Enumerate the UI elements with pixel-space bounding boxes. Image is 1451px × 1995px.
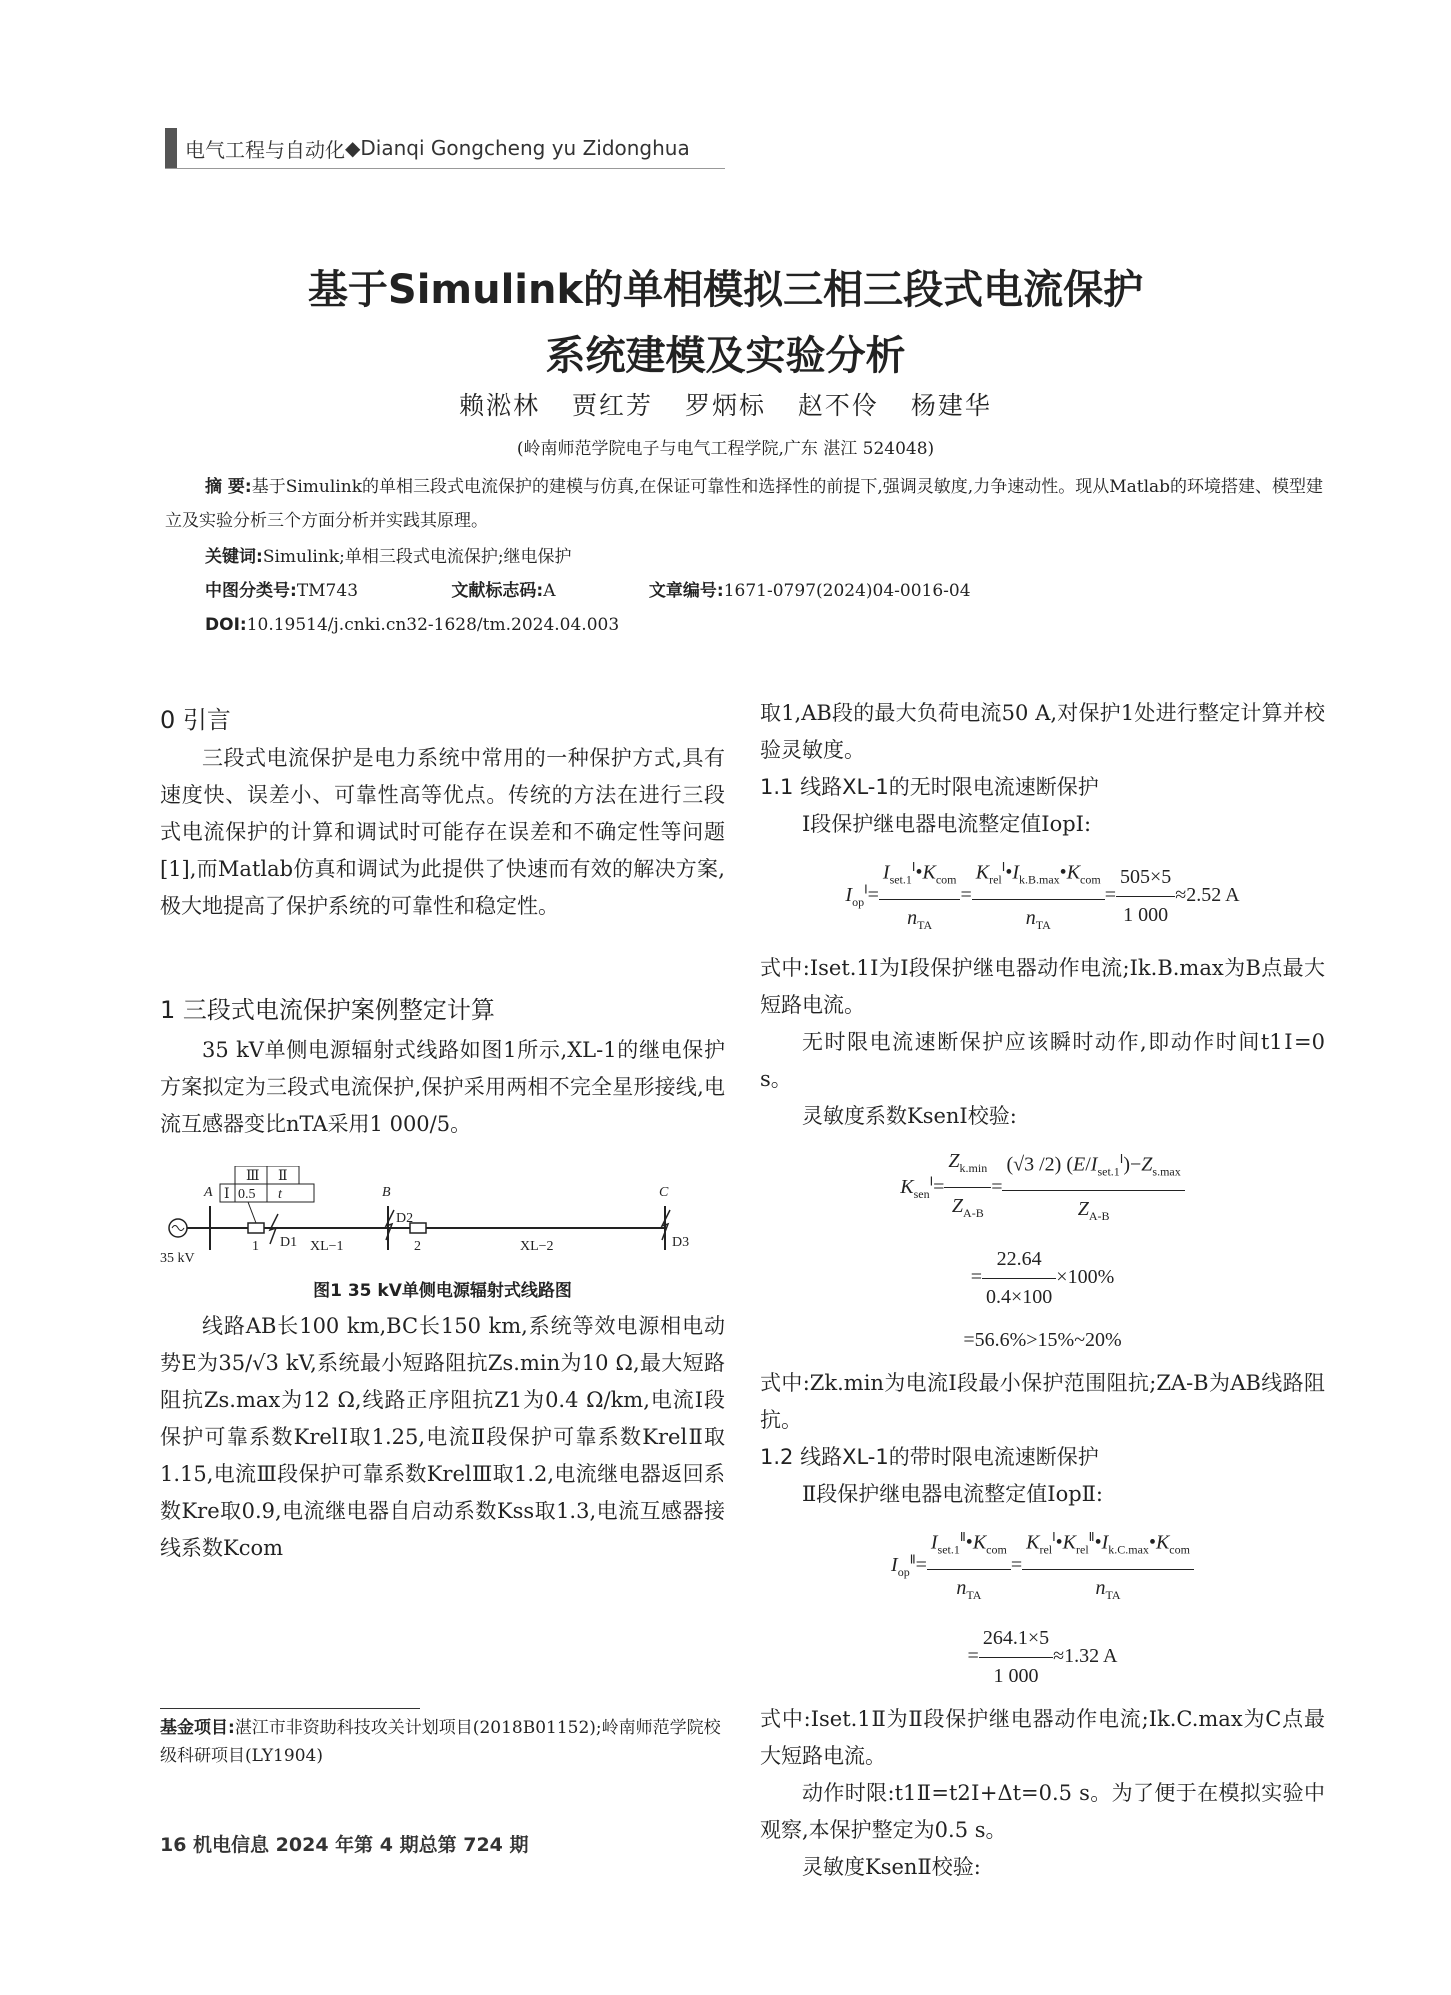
paragraph: 动作时限:t1Ⅱ=t2Ⅰ+Δt=0.5 s。为了便于在模拟实验中观察,本保护整定为0.5 s。: [760, 1780, 1325, 1842]
formula-2-denominator: 0.4×100: [986, 1286, 1053, 1309]
figure-caption: 图1 35 kV单侧电源辐射式线路图: [313, 1281, 572, 1301]
keywords: [205, 540, 1375, 574]
paragraph: 式中:Zk.min为电流Ⅰ段最小保护范围阻抗;ZA-B为AB线路阻抗。: [760, 1371, 1325, 1433]
affiliation: (岭南师范学院电子与电气工程学院,广东 湛江 524048): [516, 439, 935, 459]
label-time-05: 0.5: [238, 1187, 256, 1202]
footnote: [160, 1714, 730, 1770]
header-rule: [165, 168, 725, 169]
paragraph: 无时限电流速断保护应该瞬时动作,即动作时间t1Ⅰ=0 s。: [760, 1029, 1325, 1091]
section-1-1-heading: 1.1 线路XL-1的无时限电流速断保护: [760, 775, 1099, 799]
clc-value: TM743: [296, 581, 359, 601]
doc-code-label: 文献标志码:: [451, 581, 544, 601]
formula-1-denominator: 1 000: [1123, 903, 1169, 926]
label-relay-1: Ⅰ: [224, 1187, 230, 1202]
classification: [205, 574, 1375, 608]
formula-2-step: = $\frac{22.64}{0.4\times 100}$ ×100%: [760, 1241, 1325, 1316]
doc-code-value: A: [543, 581, 556, 601]
journal-name-pinyin: Dianqi Gongcheng yu Zidonghua: [360, 136, 690, 160]
paper-title-line1: 基于Simulink的单相模拟三相三段式电流保护: [307, 267, 1144, 313]
label-bus-c: C: [659, 1185, 669, 1200]
section-1-2-heading: 1.2 线路XL-1的带时限电流速断保护: [760, 1445, 1099, 1470]
label-bus-b: B: [382, 1185, 391, 1200]
authors: 赖淞林 贾红芳 罗炳标 赵不伶 杨建华: [459, 391, 992, 420]
journal-name-cn: 电气工程与自动化: [185, 137, 345, 162]
paragraph: 灵敏度KsenⅡ校验:: [802, 1854, 981, 1879]
formula-3-numerator: 264.1×5: [979, 1620, 1053, 1658]
running-head: [165, 128, 690, 168]
section-1-heading: 1 三段式电流保护案例整定计算: [160, 996, 495, 1024]
section-1-body: [160, 1032, 725, 1143]
paragraph: Ⅰ段保护继电器电流整定值IopⅠ:: [802, 812, 1092, 836]
paragraph: 35 kV单侧电源辐射式线路如图1所示,XL-1的继电保护方案拟定为三段式电流保护,保护采用两相不完全星形接线,电流互感器变比nTA采用1 000/5。: [160, 1038, 725, 1136]
formula-2: $K_{sen}^Ⅰ=$ $\frac{Z_{k.min}}{Z_{A-B}}$ = $\frac{(√3 /2) (E/I_{set.1}^Ⅰ)-Z_{s.max}}{Z_{A-B}}$: [760, 1141, 1325, 1236]
label-source-voltage: 35 kV: [160, 1251, 195, 1266]
paragraph: 灵敏度系数KsenⅠ校验:: [802, 1103, 1017, 1128]
abstract-text: 基于Simulink的单相三段式电流保护的建模与仿真,在保证可靠性和选择性的前提下,强调灵敏度,力争速动性。现从Matlab的环境搭建、模型建立及实验分析三个方面分析并实践其原理。: [165, 477, 1324, 531]
footnote-label: 基金项目:: [160, 1718, 235, 1738]
ac-wave-icon: [172, 1226, 184, 1231]
label-relay-3: Ⅲ: [246, 1169, 260, 1184]
formula-1: $I_{op}^Ⅰ=$ $\frac{I_{set.1}^Ⅰ•K_{com}}{n_{TA}}$ = $\frac{K_{rel}^Ⅰ•I_{k.B.max}•K_{com}}{n_{TA}}$ = $\frac{505\times 5}{1 000}$ ≈2.52 A: [760, 849, 1325, 944]
formula-1-result: ≈2.52 A: [1175, 883, 1240, 906]
doi-value: 10.19514/j.cnki.cn32-1628/tm.2024.04.003: [246, 615, 620, 635]
right-column: [760, 695, 1325, 1886]
label-relay-2: Ⅱ: [278, 1169, 288, 1184]
paper-title-line2: 系统建模及实验分析: [545, 333, 906, 379]
label-fault-d2: D2: [396, 1211, 414, 1226]
label-time-t: t: [278, 1187, 282, 1202]
header-separator: ◆: [345, 136, 361, 160]
page-footer: 16 机电信息 2024 年第 4 期总第 724 期: [160, 1834, 529, 1856]
relay-connector: [248, 1202, 256, 1223]
label-fault-d1: D1: [280, 1235, 298, 1250]
abstract: [165, 470, 1335, 538]
article-no-value: 1671-0797(2024)04-0016-04: [723, 581, 971, 601]
doi-label: DOI:: [205, 615, 247, 635]
doi: [205, 608, 1375, 642]
formula-1-numerator: 505×5: [1116, 859, 1175, 897]
label-breaker-1: 1: [252, 1239, 259, 1254]
paragraph: 三段式电流保护是电力系统中常用的一种保护方式,具有速度快、误差小、可靠性高等优点。传统的方法在进行三段式电流保护的计算和调试时可能存在误差和不确定性等问题[1],而Matlab仿真和调试为此提供了快速而有效的解决方案,极大地提高了保护系统的可靠性和稳定性。: [160, 746, 725, 918]
label-bus-a: A: [204, 1185, 213, 1200]
label-fault-d3: D3: [672, 1235, 690, 1250]
label-line-xl2: XL−2: [520, 1239, 554, 1254]
clc-label: 中图分类号:: [205, 581, 297, 601]
article-no-label: 文章编号:: [648, 581, 724, 601]
section-0-heading: 0 引言: [160, 706, 231, 734]
label-breaker-2: 2: [414, 1239, 421, 1254]
paragraph: 式中:Iset.1Ⅰ为Ⅰ段保护继电器动作电流;Ik.B.max为B点最大短路电流。: [760, 955, 1325, 1017]
formula-3-step: = $\frac{264.1\times 5}{1 000}$ ≈1.32 A: [760, 1620, 1325, 1695]
formula-2-result: =56.6%>15%~20%: [963, 1329, 1122, 1352]
paragraph: Ⅱ段保护继电器电流整定值IopⅡ:: [802, 1482, 1104, 1507]
section-0-body: [160, 740, 725, 925]
paragraph: 式中:Iset.1Ⅱ为Ⅱ段保护继电器动作电流;Ik.C.max为C点最大短路电流。: [760, 1706, 1325, 1768]
keywords-text: Simulink;单相三段式电流保护;继电保护: [262, 547, 572, 567]
continued-paragraph: 取1,AB段的最大负荷电流50 A,对保护1处进行整定计算并校验灵敏度。: [760, 701, 1325, 762]
formula-2-multiplier: ×100%: [1056, 1266, 1115, 1289]
abstract-label: 摘 要:: [205, 477, 252, 497]
footnote-rule: [160, 1708, 420, 1709]
footnote-text: 湛江市非资助科技攻关计划项目(2018B01152);岭南师范学院校级科研项目(LY1904): [160, 1718, 721, 1766]
formula-3-denominator: 1 000: [993, 1664, 1039, 1687]
formula-3-result: ≈1.32 A: [1053, 1645, 1118, 1668]
paragraph: 线路AB长100 km,BC长150 km,系统等效电源相电动势E为35/√3 kV,系统最小短路阻抗Zs.min为10 Ω,最大短路阻抗Zs.max为12 Ω,线路正序阻抗Z1为0.4 Ω/km,电流Ⅰ段保护可靠系数KrelⅠ取1.25,电流Ⅱ段保护可靠系数KrelⅡ取1.15,电流Ⅲ段保护可靠系数KrelⅢ取1.2,电流继电器返回系数Kre取0.9,电流继电器自启动系数Kss取1.3,电流互感器接线系数Kcom: [160, 1314, 725, 1560]
formula-3: $I_{op}^Ⅱ=$ $\frac{I_{set.1}^Ⅱ•K_{com}}{n_{TA}}$ = $\frac{K_{rel}^Ⅰ•K_{rel}^Ⅱ•I_{k.C.max}•K_{com}}{n_{TA}}$: [760, 1519, 1325, 1614]
header-bar: [165, 128, 177, 168]
breaker-1: [248, 1223, 264, 1233]
keywords-label: 关键词:: [205, 547, 263, 567]
label-line-xl1: XL−1: [310, 1239, 344, 1254]
section-1-body-2: [160, 1308, 725, 1567]
figure-1-line-diagram: [160, 1166, 725, 1266]
formula-2-numerator: 22.64: [982, 1241, 1056, 1279]
